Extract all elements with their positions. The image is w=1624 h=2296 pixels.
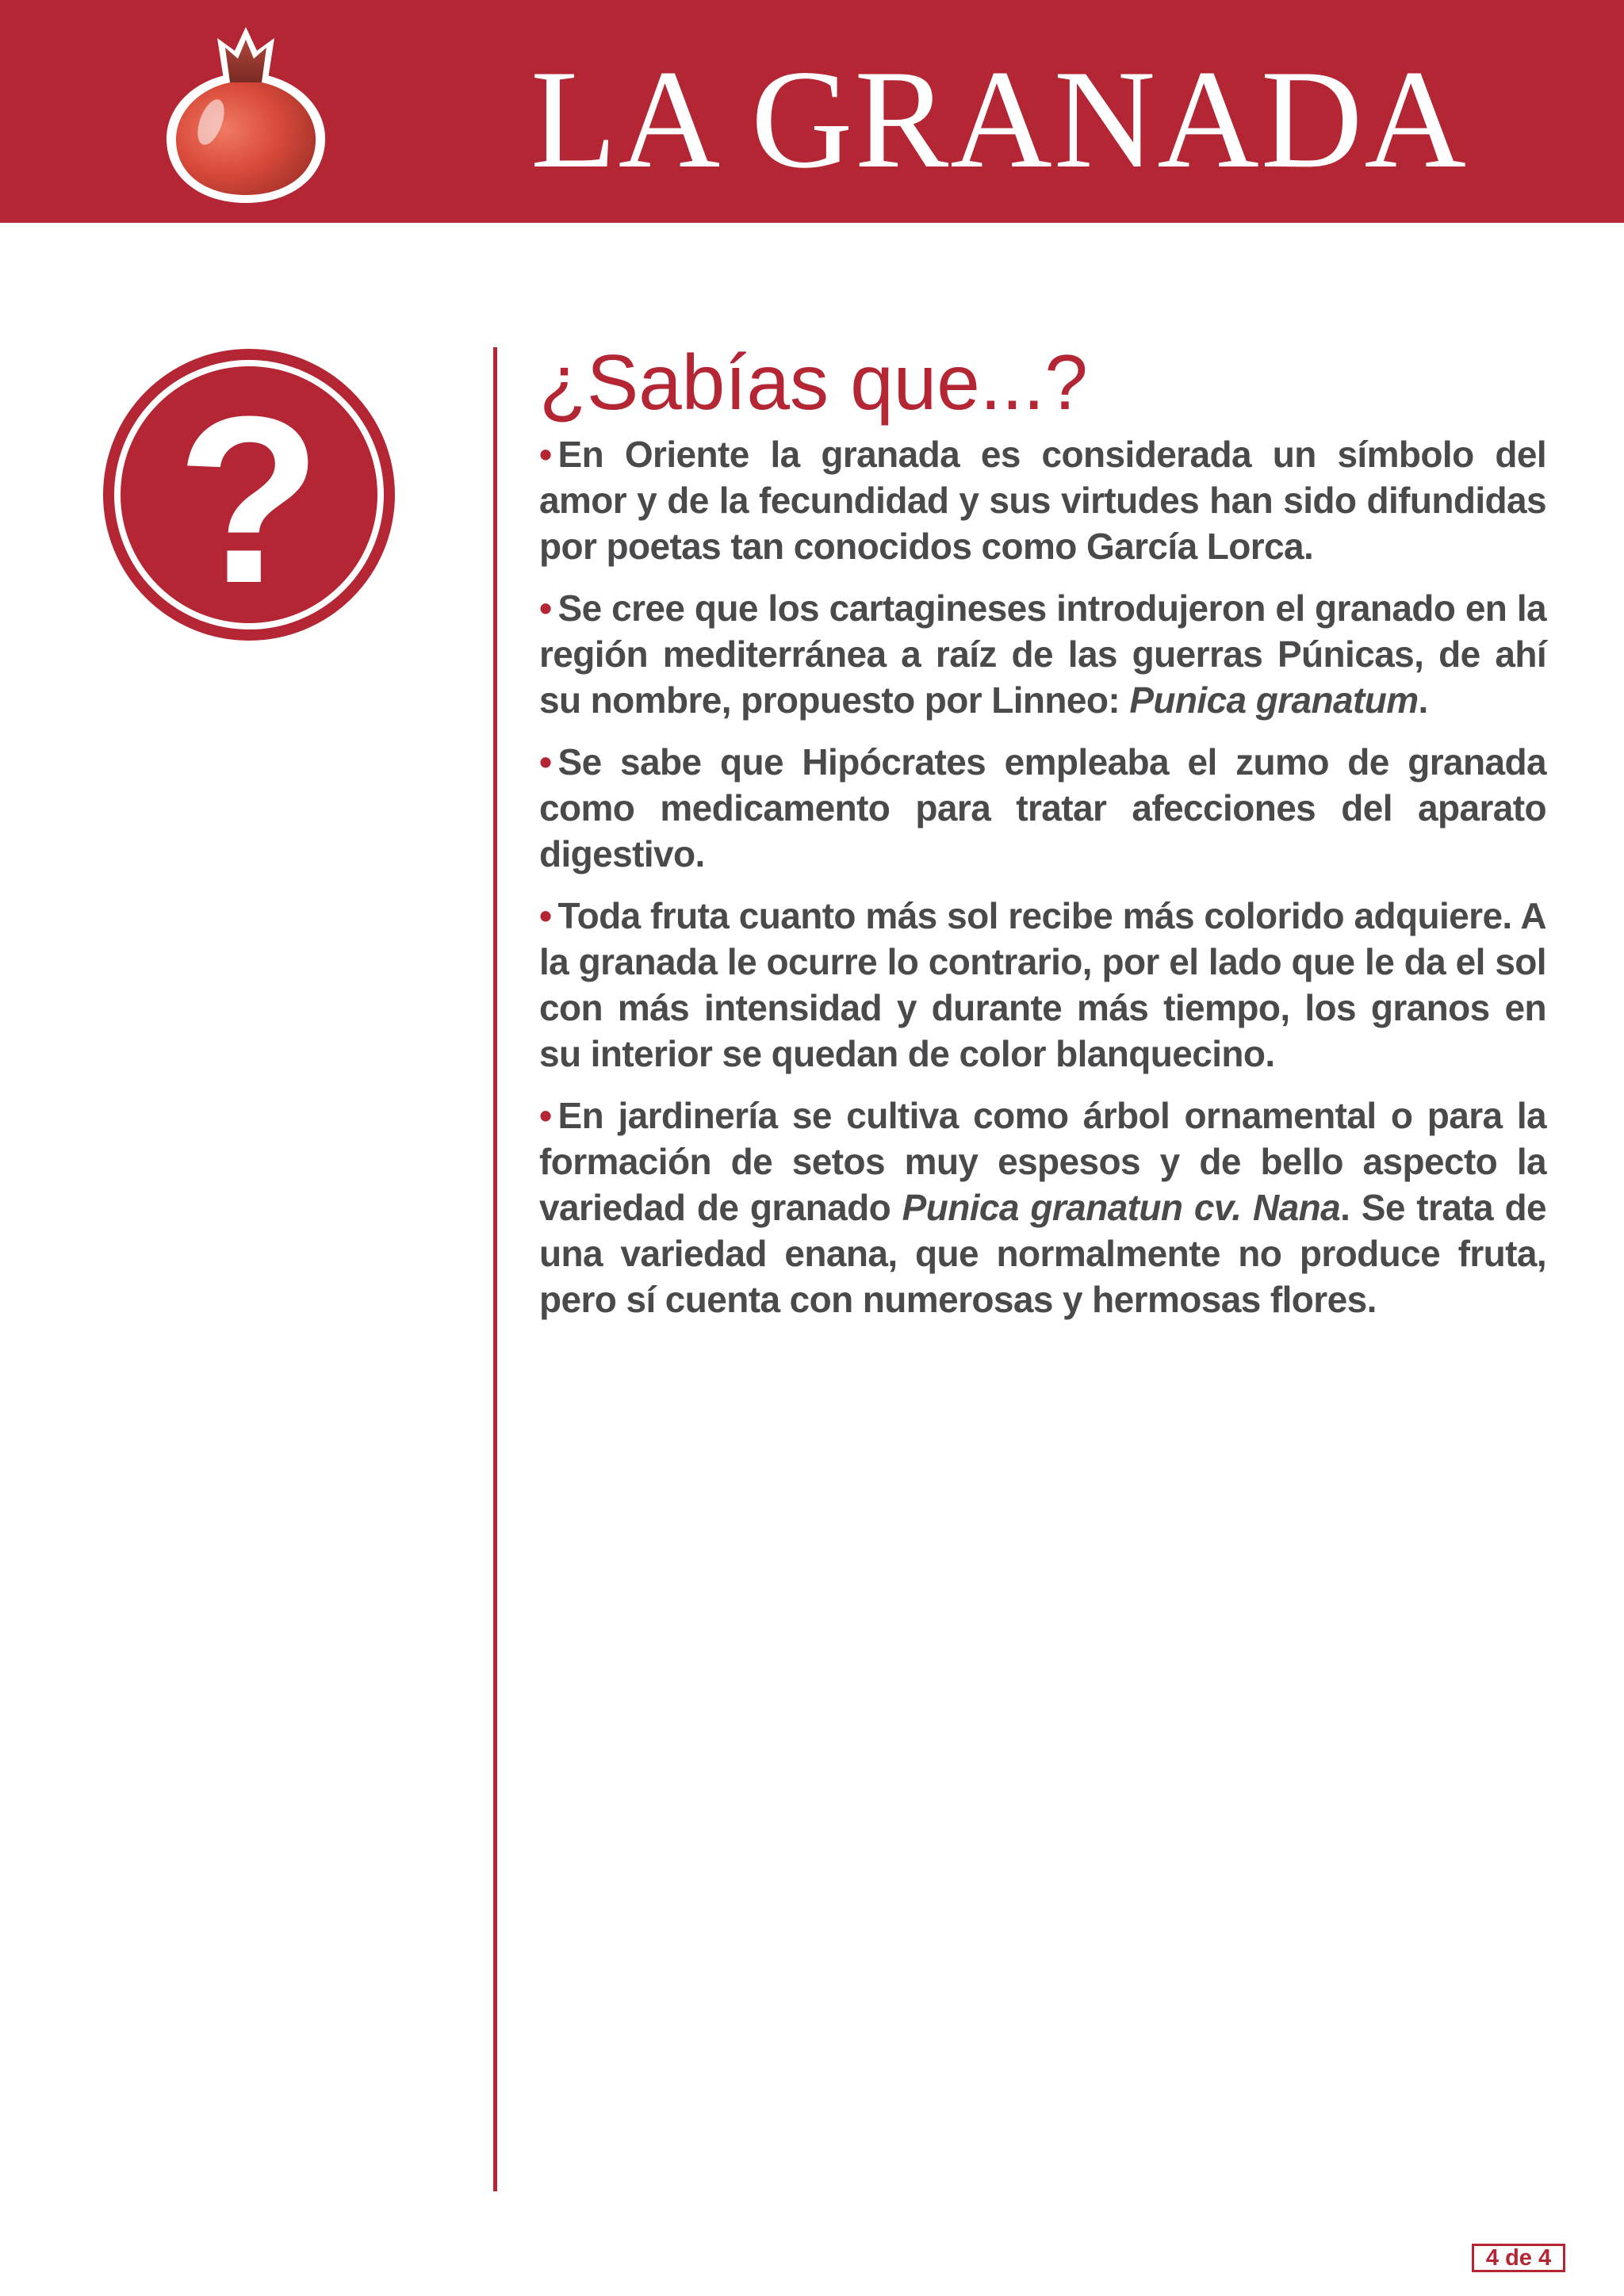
svg-text:?: ? (176, 366, 322, 633)
fact-text: En jardinería se cultiva como árbol ornamental o para la formación de setos muy espesos y de bello aspecto la variedad de granado (539, 1095, 1546, 1228)
fact-text: Se cree que los cartagineses introdujeron el granado en la región mediterránea a raíz de las guerras Púnicas, de ahí su nombre, propuesto por Linneo: (539, 587, 1546, 721)
bullet-icon: • (539, 1095, 552, 1136)
fact-item (539, 739, 1546, 877)
species-name: Punica granatun cv. Nana (902, 1187, 1341, 1228)
pomegranate-icon (159, 24, 333, 206)
fact-text-end: . Se trata de una variedad enana, que normalmente no produce fruta, pero sí cuenta con numerosas y hermosas flores. (539, 1187, 1546, 1320)
bullet-icon: • (539, 895, 552, 936)
fact-item (539, 431, 1546, 569)
bullet-icon: • (539, 434, 552, 475)
header-banner (0, 0, 1624, 223)
vertical-divider (493, 347, 497, 2191)
species-name: Punica granatum (1129, 679, 1419, 721)
bullet-icon: • (539, 741, 552, 783)
fact-item (539, 893, 1546, 1077)
facts-section (539, 335, 1546, 1338)
fact-text: Se sabe que Hipócrates empleaba el zumo de granada como medicamento para tratar afecciones del aparato digestivo. (539, 741, 1546, 874)
fact-text: Toda fruta cuanto más sol recibe más colorido adquiere. A la granada le ocurre lo contrario, por el lado que le da el sol con más intensidad y durante más tiempo, los granos en su interior se quedan de color blanquecino. (539, 895, 1546, 1074)
section-heading: ¿Sabías que...? (539, 339, 1088, 426)
question-mark-icon (100, 346, 398, 644)
fact-item (539, 1093, 1546, 1322)
fact-item (539, 585, 1546, 723)
fact-text: En Oriente la granada es considerada un símbolo del amor y de la fecundidad y sus virtudes han sido difundidas por poetas tan conocidos como García Lorca. (539, 434, 1546, 567)
fact-text-end: . (1418, 679, 1428, 721)
bullet-icon: • (539, 587, 552, 629)
page-number: 4 de 4 (1472, 2244, 1565, 2272)
page-title: LA GRANADA (530, 40, 1468, 197)
